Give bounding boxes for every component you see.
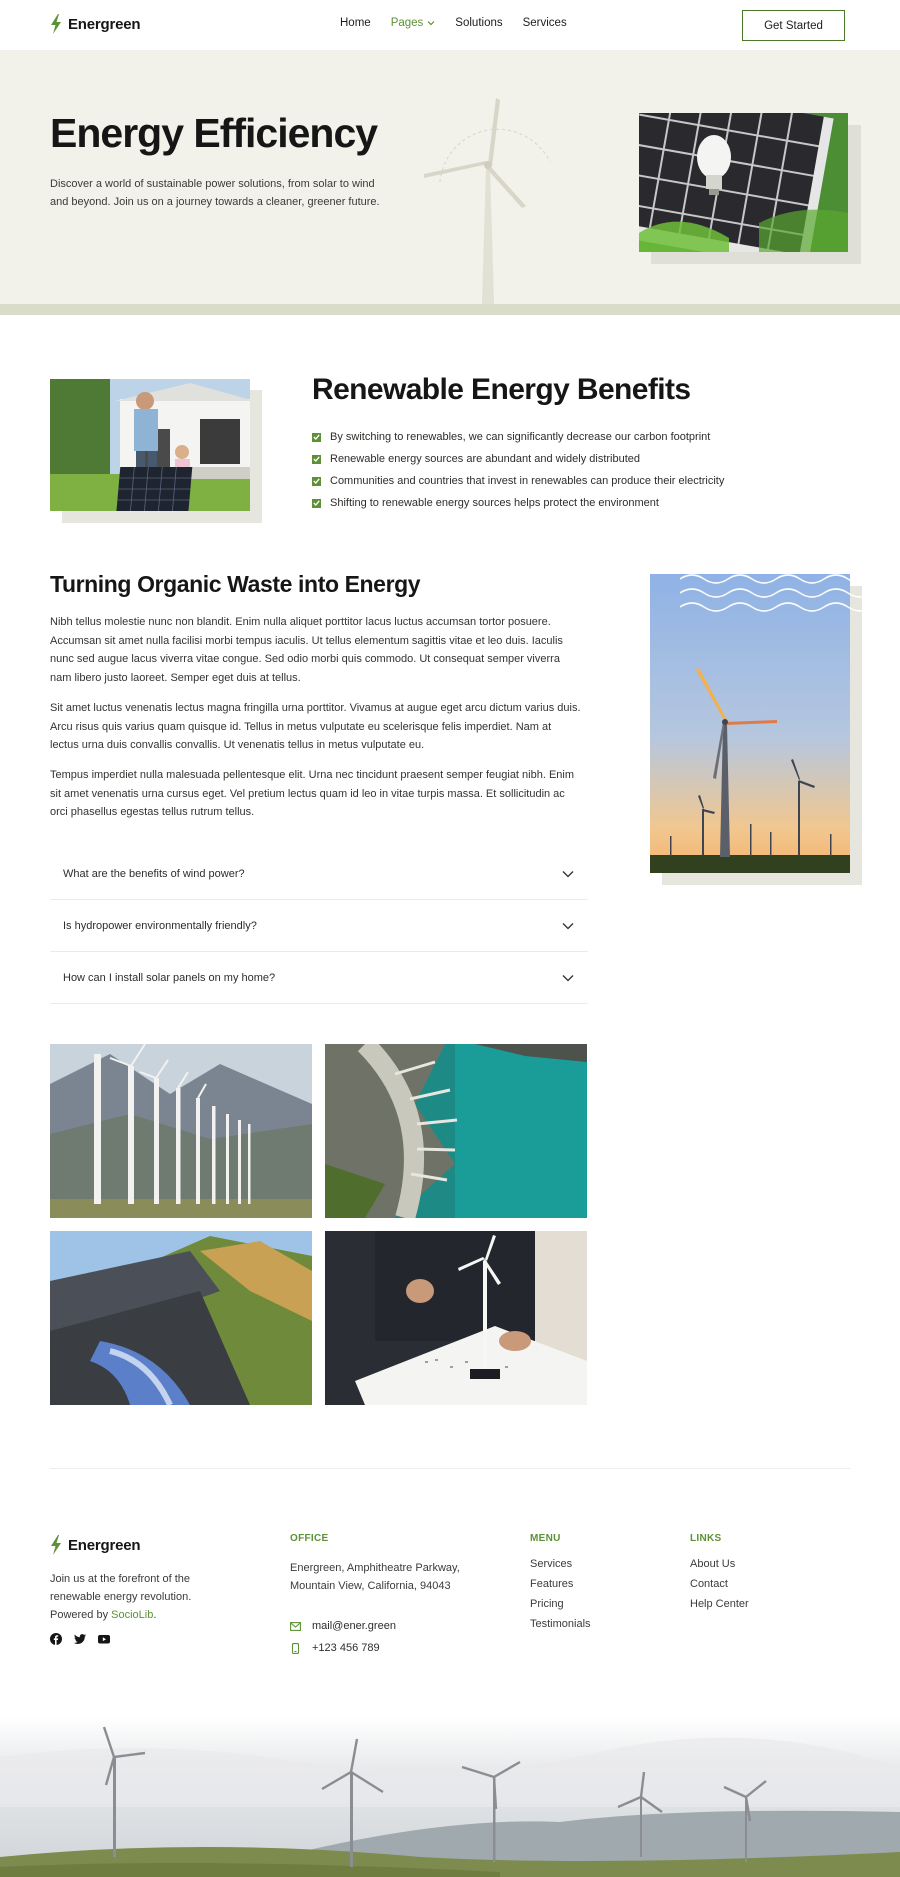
nav-services[interactable]: Services: [522, 17, 567, 29]
footer-divider: [50, 1468, 850, 1469]
organic-paragraph-3: Tempus imperdiet nulla malesuada pellentesque elit. Urna nec tincidunt praesent semper feugiat nibh. Enim sit amet venenatis urna cursus eget. Vel pretium lectus quam id leo in vitae turpis massa. Et sollicitudin ac orci phasellus egestas tellus rutrum tellus.: [50, 769, 575, 819]
chevron-down-icon: [427, 20, 435, 26]
check-icon: [312, 455, 321, 464]
brand-logo[interactable]: [50, 14, 140, 34]
faq-question: How can I install solar panels on my home?: [63, 971, 276, 984]
powered-by-link[interactable]: SocioLib: [111, 1609, 154, 1621]
youtube-icon[interactable]: [98, 1633, 110, 1645]
faq-item[interactable]: [50, 848, 588, 900]
chevron-down-icon: [562, 870, 574, 878]
footer-links-list: [690, 1558, 749, 1618]
brand-name: Energreen: [68, 15, 141, 33]
mail-icon: [290, 1622, 301, 1631]
wind-turbine-decoration: [420, 92, 560, 304]
check-icon: [312, 477, 321, 486]
office-email-text: mail@ener.green: [312, 1620, 396, 1632]
benefit-text: Communities and countries that invest in renewables can produce their electricity: [330, 475, 725, 487]
gallery-turbine-model-blueprint: [325, 1231, 587, 1405]
facebook-icon[interactable]: [50, 1633, 62, 1645]
main-nav: [340, 17, 567, 29]
office-address: Energreen, Amphitheatre Parkway, Mountain View, California, 94043: [290, 1562, 460, 1592]
chevron-down-icon: [562, 922, 574, 930]
gallery-dam-spillway: [50, 1231, 312, 1405]
faq-question: Is hydropower environmentally friendly?: [63, 919, 257, 932]
phone-icon: [290, 1643, 301, 1654]
solar-panel-lightbulb-image: [639, 113, 848, 252]
get-started-button[interactable]: Get Started: [742, 10, 845, 41]
hero-stripe: [0, 304, 900, 315]
footer-period: .: [153, 1609, 157, 1621]
nav-home[interactable]: Home: [340, 17, 371, 29]
benefit-item: [312, 426, 724, 448]
footer-menu-services[interactable]: Services: [530, 1558, 573, 1570]
office-email[interactable]: [290, 1620, 396, 1632]
office-phone[interactable]: [290, 1642, 380, 1654]
family-solar-panel-image: [50, 379, 250, 511]
benefit-item: [312, 470, 724, 492]
twitter-icon[interactable]: [74, 1633, 86, 1645]
footer-menu-heading: MENU: [530, 1533, 561, 1544]
benefit-item: [312, 448, 724, 470]
wave-pattern-decoration: [680, 557, 880, 627]
faq-question: What are the benefits of wind power?: [63, 867, 245, 880]
gallery-wind-farm-mountains: [50, 1044, 312, 1218]
benefits-list: [312, 426, 724, 514]
footer-description: [50, 1570, 230, 1624]
nav-pages-label: Pages: [390, 17, 424, 29]
gallery-hydro-dam-aerial: [325, 1044, 587, 1218]
hero-description: Discover a world of sustainable power solutions, from solar to wind and beyond. Join us on a journey towards a cleaner, greener future.: [50, 178, 380, 208]
footer-brand-logo[interactable]: [50, 1535, 140, 1555]
lightning-bolt-icon: [50, 14, 62, 34]
faq-item[interactable]: [50, 952, 588, 1004]
site-header: [0, 0, 900, 50]
footer-links-heading: LINKS: [690, 1533, 722, 1544]
office-phone-text: +123 456 789: [312, 1642, 380, 1654]
benefit-text: By switching to renewables, we can significantly decrease our carbon footprint: [330, 431, 711, 443]
footer-menu-testimonials[interactable]: Testimonials: [530, 1618, 591, 1630]
lightning-bolt-icon: [50, 1535, 62, 1555]
chevron-down-icon: [562, 974, 574, 982]
nav-solutions[interactable]: Solutions: [455, 17, 503, 29]
benefits-title: Renewable Energy Benefits: [312, 373, 691, 406]
footer-link-help-center[interactable]: Help Center: [690, 1598, 749, 1610]
footer-brand-name: Energreen: [68, 1536, 141, 1554]
social-links: [50, 1633, 110, 1645]
footer-menu-pricing[interactable]: Pricing: [530, 1598, 564, 1610]
footer-menu-list: [530, 1558, 591, 1638]
footer-office-heading: OFFICE: [290, 1533, 329, 1544]
footer-wind-farm-landscape: [0, 1717, 900, 1877]
footer-description-text: Join us at the forefront of the renewable energy revolution. Powered by: [50, 1573, 192, 1621]
faq-accordion: [50, 848, 588, 1004]
organic-waste-title: Turning Organic Waste into Energy: [50, 571, 421, 597]
footer-link-about-us[interactable]: About Us: [690, 1558, 736, 1570]
nav-pages[interactable]: [391, 17, 436, 29]
benefit-text: Renewable energy sources are abundant and widely distributed: [330, 453, 641, 465]
hero-title: Energy Efficiency: [50, 110, 378, 156]
faq-item[interactable]: [50, 900, 588, 952]
organic-paragraph-2: Sit amet luctus venenatis lectus magna fringilla urna porttitor. Vivamus at augue eget arcu dictum varius duis. Arcu risus quis varius quam quisque id. Tellus in metus vulputate eu scelerisque felis imperdiet. Nam at lectus urna duis convallis convallis. Ut venenatis tellus in metus vulputate eu.: [50, 702, 581, 752]
organic-paragraph-1: Nibh tellus molestie nunc non blandit. Enim nulla aliquet porttitor lacus luctus accumsan tortor posuere. Accumsan sit amet nulla facilisi morbi tempus iaculis. Ut tellus elementum sagittis vitae et leo duis. Iaculis nunc sed augue lacus viverra vitae congue. Sed odio morbi quis commodo. Ut consequat semper viverra nam libero justo laoreet. Semper eget duis at tellus.: [50, 616, 563, 684]
check-icon: [312, 499, 321, 508]
benefit-text: Shifting to renewable energy sources helps protect the environment: [330, 497, 659, 509]
check-icon: [312, 433, 321, 442]
benefit-item: [312, 492, 724, 514]
footer-link-contact[interactable]: Contact: [690, 1578, 728, 1590]
footer-menu-features[interactable]: Features: [530, 1578, 574, 1590]
